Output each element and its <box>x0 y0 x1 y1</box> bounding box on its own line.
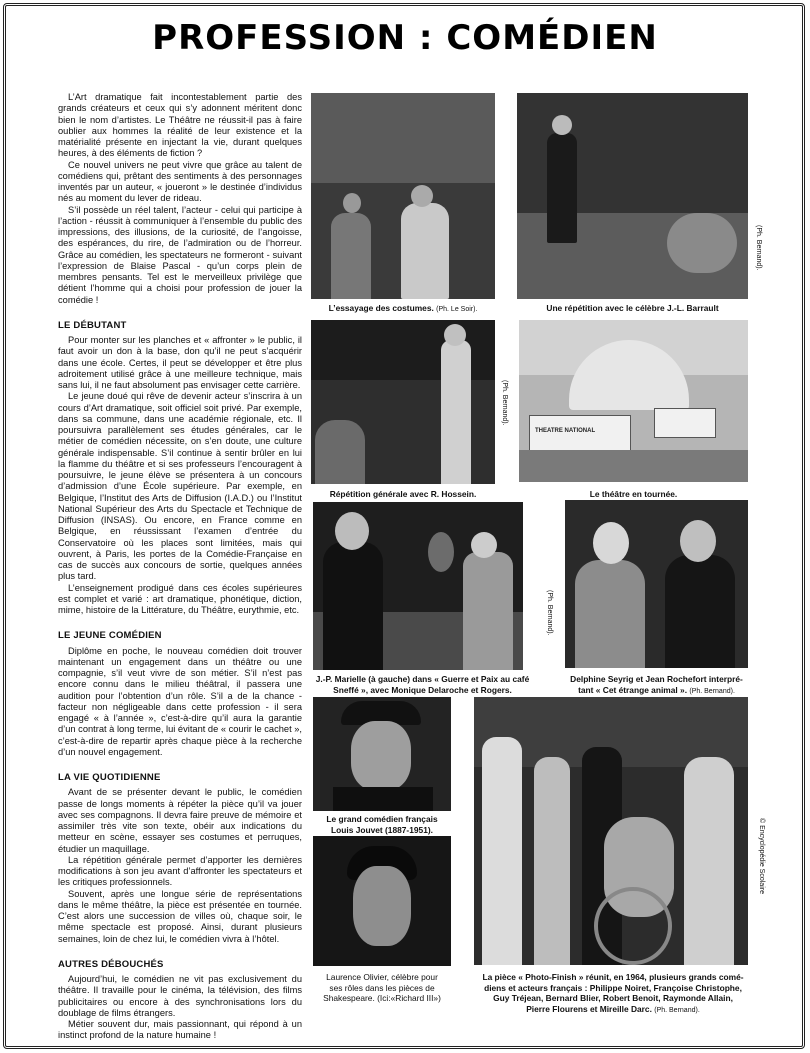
section-paragraph: La répétition générale permet d’apporter les dernières modifications à son jeu avant d’affronter les spectateurs et les critiques professionnels. <box>58 854 302 888</box>
section-paragraph: L’enseignement prodigué dans ces écoles supérieures est complet et varié : art dramatique, phonétique, diction, mime, histoire de la Littérature, du Théâtre, eurythmie, etc. <box>58 582 302 615</box>
credit-photo-5: (Ph. Bernand). <box>546 590 553 636</box>
section-heading-autres-debouches: AUTRES DÉBOUCHÉS <box>58 958 164 970</box>
caption-photo-5: J.-P. Marielle (à gauche) dans « Guerre et Paix au café Sneffé », avec Monique Delaroche et Rogers. <box>315 674 530 695</box>
section-paragraph: Pour monter sur les planches et « affronter » le public, il faut avoir un don à la base, don qu’il ne peut s’acquérir dans une école. Certes, il peut se développer et être plus adroitement utilisé grâce à une meilleure technique, mais sans lui, il ne faut absolument pas envisager cette carrière. <box>58 335 302 390</box>
section-heading-jeune-comedien: LE JEUNE COMÉDIEN <box>58 630 162 642</box>
section-paragraph: Aujourd’hui, le comédien ne vit pas exclusivement du théâtre. Il travaille pour le cinéma, la télévision, des films publicitaires ou encore à des synchronisations lors du doublage de films étrangers. <box>58 974 302 1018</box>
caption-photo-6: Delphine Seyrig et Jean Rochefort interpré- tant « Cet étrange animal ». (Ph. Bernand). <box>570 674 743 695</box>
article-text <box>58 92 302 1042</box>
photo-marielle-guerre-et-paix <box>313 502 523 670</box>
section-paragraph: Souvent, après une longue série de représentations dans le même théâtre, la pièce est présentée en tournée. C’est alors une succession de villes où, chaque soir, le même spectacle est proposé. Ainsi, durant plusieurs semaines, loin de chez lui, le comédien vivra à l’hôtel. <box>58 888 302 944</box>
section-paragraph: Métier souvent dur, mais passionnant, qui répond à un instinct profond de la nature humaine ! <box>58 1019 302 1041</box>
photo-theatre-on-tour <box>519 320 748 482</box>
copyright-notice: © Encyclopédie Scolaire <box>758 818 765 894</box>
photo-photo-finish-cast <box>474 697 748 965</box>
caption-photo-9: La pièce « Photo-Finish » réunit, en 1964, plusieurs grands comé- diens et acteurs français : Philippe Noiret, Françoise Christophe, Guy Tréjean, Bernard Blier, Robert Benoit, Raymonde Allain, Pierre Flourens et Mireille Darc. (Ph. Bernand). <box>482 972 744 1014</box>
section-paragraph: Avant de se présenter devant le public, le comédien passe de longs moments à répéter la pièce qu’il va jouer avec ses compagnons. Il devra faire preuve de mémoire et assimiler très vite son texte, obéir aux indications du metteur en scène, essayer ses costumes et perruques, étudier un maquillage. <box>58 787 302 854</box>
section-paragraph: Le jeune doué qui rêve de devenir acteur s’inscrira à un cours d’Art dramatique, soit officiel soit privé. Par exemple, dans sa commune, dans une académie régionale, etc. Il poursuivra parallèlement ses études générales, car le métier de comédien nécessite, on s’en doute, une culture générale indispensable. S’il continue à sentir brûler en lui la flamme du théâtre et si ses professeurs l’encouragent à poursuivre, le jeune élève se présentera à un concours d’admission d’une École supérieure. Par exemple, en Belgique, l’Institut des Arts de Diffusion (I.A.D.) ou l’Institut National Supérieur des Arts du Spectacle et Technique de Diffusion (INSAS). Ou encore, en France comme en Belgique, en réussissant l’examen d’entrée du Conservatoire où les places sont limitées, mais qui ouvrent, à Paris, les portes de la Comédie-Française en cas de succès aux concours de sortie, quelques années plus tard. <box>58 391 302 582</box>
caption-photo-8: Laurence Olivier, célèbre pour ses rôles dans les pièces de Shakespeare. (Ici:«Richard III») <box>323 972 441 1003</box>
section-heading-vie-quotidienne: LA VIE QUOTIDIENNE <box>58 772 161 783</box>
caption-photo-7: Le grand comédien français Louis Jouvet (1887-1951). <box>326 814 438 835</box>
section-paragraph: Diplôme en poche, le nouveau comédien doit trouver maintenant un engagement dans un théâtre ou une compagnie, s’il veut vivre de son métier. S’il n’est pas encore connu dans le milieu théâtral, il passera une audition pour l’obtention d’un rôle. S’il a de la chance - facteur non négligeable dans cette profession - il sera engagé « à l’année », c’est-à-dire qu’il aura la garantie d’un contrat à long terme, lui évitant de « courir le cachet », c’est-à-dire de repartir après chaque pièce à la recherche d’un nouvel engagement. <box>58 645 302 757</box>
photo-seyrig-rochefort <box>565 500 748 668</box>
page-title: PROFESSION : COMÉDIEN <box>152 18 658 58</box>
intro-paragraph: Ce nouvel univers ne peut vivre que grâce au talent de comédiens qui, prêtant des sentiments à des personnages inventés par un auteur, « joueront » le destinée d’individus nés au moment du lever de rideau. <box>58 159 302 204</box>
caption-photo-4: Le théâtre en tournée. <box>589 489 678 499</box>
photo-dress-rehearsal-hossein <box>311 320 495 484</box>
intro-paragraph: S’il possède un réel talent, l’acteur - celui qui participe à l’action - réussit à communiquer à l’ensemble du public des impressions, des illusions, de la curiosité, de l’angoisse, des espérances, du rire, de l’admiration ou de l’horreur. Grâce au comédien, les spectateurs ne formeront - suivant l’expression de Blaise Pascal - qu’un corps plein de membres pensants. Tel est le merveilleux privilège que détient l’homme qui a choisi pour profession de jouer la comédie ! <box>58 204 302 305</box>
caption-photo-3: Répétition générale avec R. Hossein. <box>329 489 477 499</box>
credit-photo-2: (Ph. Bernand). <box>755 225 762 271</box>
intro-paragraph: L’Art dramatique fait incontestablement partie des grands créateurs et ceux qui s’y adonnent méritent donc bien le nom d’artistes. Le Théâtre ne réussit-il pas à faire oublier aux hommes la réalité de leur existence et la matérialité présente en injectant la vie, durant quelques heures, à des éléments de fiction ? <box>58 92 302 159</box>
photo-costume-fitting <box>311 93 495 299</box>
photo-laurence-olivier <box>313 836 451 966</box>
caption-photo-2: Une répétition avec le célèbre J.-L. Barrault <box>546 303 719 313</box>
credit-photo-3: (Ph. Bernand). <box>501 380 508 426</box>
photo-louis-jouvet <box>313 697 451 811</box>
section-heading-debutant: LE DÉBUTANT <box>58 319 127 331</box>
caption-photo-1: L’essayage des costumes. (Ph. Le Soir). <box>328 303 478 313</box>
photo-rehearsal-barrault <box>517 93 748 299</box>
truck-label: THEATRE NATIONAL <box>535 428 596 434</box>
